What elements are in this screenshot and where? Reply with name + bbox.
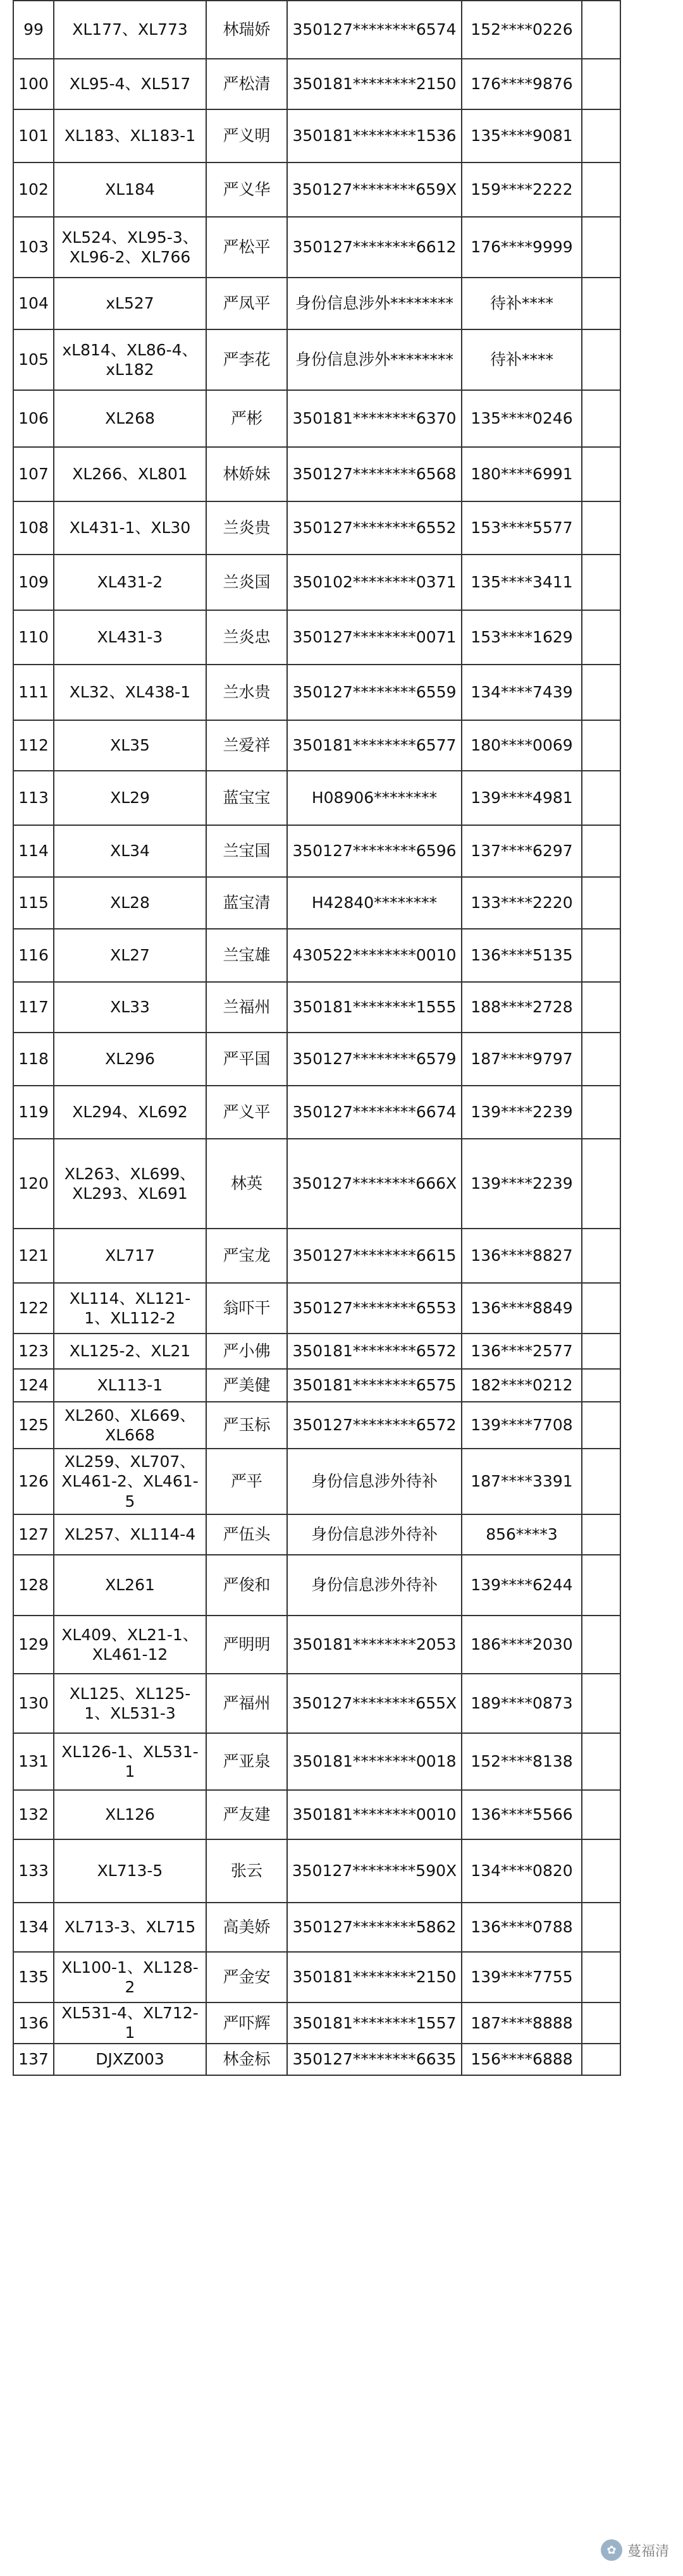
empty-cell [582,1733,620,1790]
plot-number-cell: XL431-1、XL30 [54,501,206,555]
plot-number-cell: XL113-1 [54,1369,206,1402]
plot-number-cell: XL27 [54,929,206,982]
table-row [13,109,620,163]
empty-cell [582,2003,620,2044]
table-row [13,1449,620,1514]
phone-cell: 153****5577 [462,501,582,555]
empty-cell [582,1790,620,1839]
table-row [13,1514,620,1555]
plot-number-cell: XL257、XL114-4 [54,1514,206,1555]
empty-cell [582,1229,620,1283]
table-row [13,1369,620,1402]
empty-cell [582,501,620,555]
empty-cell [582,1033,620,1086]
owner-name-cell: 兰福州 [206,982,287,1033]
plot-number-cell: XL409、XL21-1、XL461-12 [54,1616,206,1674]
owner-name-cell: 兰炎国 [206,555,287,610]
id-number-cell: 350181********1555 [287,982,462,1033]
owner-name-cell: 兰炎贵 [206,501,287,555]
empty-cell [582,1283,620,1334]
table-row [13,447,620,501]
id-number-cell: 350181********0018 [287,1733,462,1790]
owner-name-cell: 严福州 [206,1674,287,1733]
row-number-cell: 125 [13,1402,54,1449]
id-number-cell: H42840******** [287,877,462,929]
row-number-cell: 121 [13,1229,54,1283]
id-number-cell: 350127********6574 [287,1,462,59]
owner-name-cell: 翁吓干 [206,1283,287,1334]
id-number-cell: 350127********0071 [287,610,462,665]
row-number-cell: 108 [13,501,54,555]
id-number-cell: 350181********6572 [287,1334,462,1369]
empty-cell [582,877,620,929]
owner-name-cell: 严彬 [206,390,287,447]
phone-cell: 187****8888 [462,2003,582,2044]
id-number-cell: 350127********6674 [287,1086,462,1139]
owner-name-cell: 严美健 [206,1369,287,1402]
owner-name-cell: 林英 [206,1139,287,1229]
row-number-cell: 122 [13,1283,54,1334]
row-number-cell: 123 [13,1334,54,1369]
phone-cell: 180****6991 [462,447,582,501]
table-row [13,1283,620,1334]
empty-cell [582,771,620,825]
table-row [13,1033,620,1086]
table-row [13,1229,620,1283]
empty-cell [582,390,620,447]
row-number-cell: 106 [13,390,54,447]
row-number-cell: 112 [13,720,54,771]
id-number-cell: 350181********2150 [287,1952,462,2003]
id-number-cell: 350181********6370 [287,390,462,447]
phone-cell: 136****8827 [462,1229,582,1283]
row-number-cell: 113 [13,771,54,825]
owner-name-cell: 严李花 [206,329,287,390]
id-number-cell: 350127********5862 [287,1903,462,1952]
owner-name-cell: 严亚泉 [206,1733,287,1790]
id-number-cell: 350127********6552 [287,501,462,555]
empty-cell [582,982,620,1033]
owner-name-cell: 严金安 [206,1952,287,2003]
plot-number-cell: XL431-2 [54,555,206,610]
owner-name-cell: 严俊和 [206,1555,287,1616]
empty-cell [582,1903,620,1952]
table-row [13,825,620,877]
plot-number-cell: XL126-1、XL531-1 [54,1733,206,1790]
empty-cell [582,109,620,163]
wechat-account-icon: ✿ [601,2539,622,2561]
table-row [13,1334,620,1369]
phone-cell: 139****2239 [462,1086,582,1139]
phone-cell: 186****2030 [462,1616,582,1674]
table-row [13,1402,620,1449]
row-number-cell: 120 [13,1139,54,1229]
owner-name-cell: 严明明 [206,1616,287,1674]
empty-cell [582,1839,620,1903]
phone-cell: 156****6888 [462,2044,582,2075]
row-number-cell: 100 [13,59,54,109]
row-number-cell: 116 [13,929,54,982]
table-row [13,59,620,109]
phone-cell: 152****8138 [462,1733,582,1790]
table-row [13,278,620,329]
empty-cell [582,1616,620,1674]
row-number-cell: 129 [13,1616,54,1674]
owner-name-cell: 严义平 [206,1086,287,1139]
phone-cell: 139****4981 [462,771,582,825]
table-row [13,555,620,610]
owner-name-cell: 严平国 [206,1033,287,1086]
id-number-cell: 身份信息涉外待补 [287,1555,462,1616]
id-number-cell: 身份信息涉外待补 [287,1449,462,1514]
plot-number-cell: XL260、XL669、XL668 [54,1402,206,1449]
table-row [13,163,620,217]
phone-cell: 139****2239 [462,1139,582,1229]
empty-cell [582,1,620,59]
id-number-cell: 350127********6579 [287,1033,462,1086]
table-row [13,877,620,929]
id-number-cell: H08906******** [287,771,462,825]
id-number-cell: 350181********2150 [287,59,462,109]
plot-number-cell: XL126 [54,1790,206,1839]
table-row [13,217,620,278]
row-number-cell: 131 [13,1733,54,1790]
table-row [13,1555,620,1616]
empty-cell [582,1139,620,1229]
row-number-cell: 103 [13,217,54,278]
owner-name-cell: 高美娇 [206,1903,287,1952]
id-number-cell: 350181********1557 [287,2003,462,2044]
owner-name-cell: 林金标 [206,2044,287,2075]
empty-cell [582,665,620,720]
phone-cell: 134****0820 [462,1839,582,1903]
empty-cell [582,555,620,610]
row-number-cell: 109 [13,555,54,610]
id-number-cell: 350127********6559 [287,665,462,720]
table-row [13,1,620,59]
row-number-cell: 134 [13,1903,54,1952]
owner-name-cell: 兰爱祥 [206,720,287,771]
owner-name-cell: 严友建 [206,1790,287,1839]
row-number-cell: 128 [13,1555,54,1616]
empty-cell [582,1555,620,1616]
plot-number-cell: XL531-4、XL712-1 [54,2003,206,2044]
phone-cell: 136****5566 [462,1790,582,1839]
phone-cell: 135****9081 [462,109,582,163]
table-row [13,982,620,1033]
owner-name-cell: 严平 [206,1449,287,1514]
row-number-cell: 118 [13,1033,54,1086]
owner-name-cell: 严伍头 [206,1514,287,1555]
empty-cell [582,447,620,501]
phone-cell: 133****2220 [462,877,582,929]
table-row [13,1139,620,1229]
table-row [13,610,620,665]
owner-name-cell: 严宝龙 [206,1229,287,1283]
owner-name-cell: 严吓辉 [206,2003,287,2044]
plot-number-cell: XL294、XL692 [54,1086,206,1139]
phone-cell: 187****9797 [462,1033,582,1086]
plot-number-cell: XL100-1、XL128-2 [54,1952,206,2003]
plot-number-cell: XL717 [54,1229,206,1283]
plot-number-cell: XL261 [54,1555,206,1616]
plot-number-cell: XL177、XL773 [54,1,206,59]
row-number-cell: 132 [13,1790,54,1839]
plot-number-cell: XL268 [54,390,206,447]
plot-number-cell: XL184 [54,163,206,217]
table-row [13,929,620,982]
row-number-cell: 102 [13,163,54,217]
empty-cell [582,163,620,217]
phone-cell: 153****1629 [462,610,582,665]
owner-name-cell: 严义华 [206,163,287,217]
id-number-cell: 350127********666X [287,1139,462,1229]
row-number-cell: 124 [13,1369,54,1402]
owner-name-cell: 严松平 [206,217,287,278]
plot-number-cell: XL713-3、XL715 [54,1903,206,1952]
empty-cell [582,59,620,109]
table-row [13,2003,620,2044]
phone-cell: 152****0226 [462,1,582,59]
id-number-cell: 350127********6596 [287,825,462,877]
row-number-cell: 115 [13,877,54,929]
empty-cell [582,1402,620,1449]
empty-cell [582,1952,620,2003]
owner-name-cell: 林娇妹 [206,447,287,501]
id-number-cell: 身份信息涉外******** [287,278,462,329]
row-number-cell: 110 [13,610,54,665]
row-number-cell: 114 [13,825,54,877]
table-row [13,1733,620,1790]
empty-cell [582,1369,620,1402]
phone-cell: 136****8849 [462,1283,582,1334]
phone-cell: 188****2728 [462,982,582,1033]
table-row [13,1903,620,1952]
phone-cell: 136****5135 [462,929,582,982]
phone-cell: 189****0873 [462,1674,582,1733]
owner-name-cell: 严凤平 [206,278,287,329]
row-number-cell: 127 [13,1514,54,1555]
owner-name-cell: 严松清 [206,59,287,109]
owner-name-cell: 严义明 [206,109,287,163]
empty-cell [582,278,620,329]
id-number-cell: 350181********6575 [287,1369,462,1402]
plot-number-cell: XL266、XL801 [54,447,206,501]
plot-number-cell: XL28 [54,877,206,929]
row-number-cell: 119 [13,1086,54,1139]
empty-cell [582,610,620,665]
plot-number-cell: DJXZ003 [54,2044,206,2075]
id-number-cell: 350181********2053 [287,1616,462,1674]
row-number-cell: 107 [13,447,54,501]
table-row [13,329,620,390]
empty-cell [582,825,620,877]
owner-name-cell: 兰宝国 [206,825,287,877]
table-row [13,1790,620,1839]
empty-cell [582,1449,620,1514]
row-number-cell: 99 [13,1,54,59]
table-row [13,2044,620,2075]
plot-number-cell: XL296 [54,1033,206,1086]
phone-cell: 135****0246 [462,390,582,447]
plot-number-cell: XL29 [54,771,206,825]
id-number-cell: 350181********6577 [287,720,462,771]
id-number-cell: 430522********0010 [287,929,462,982]
phone-cell: 856****3 [462,1514,582,1555]
owner-name-cell: 兰炎忠 [206,610,287,665]
empty-cell [582,1334,620,1369]
phone-cell: 139****7755 [462,1952,582,2003]
plot-number-cell: XL95-4、XL517 [54,59,206,109]
phone-cell: 159****2222 [462,163,582,217]
plot-number-cell: XL524、XL95-3、XL96-2、XL766 [54,217,206,278]
plot-number-cell: XL183、XL183-1 [54,109,206,163]
phone-cell: 135****3411 [462,555,582,610]
table-row [13,665,620,720]
owner-name-cell: 兰宝雄 [206,929,287,982]
table-row [13,1086,620,1139]
phone-cell: 待补**** [462,278,582,329]
empty-cell [582,329,620,390]
id-number-cell: 身份信息涉外******** [287,329,462,390]
owner-name-cell: 严小佛 [206,1334,287,1369]
owner-name-cell: 严玉标 [206,1402,287,1449]
phone-cell: 180****0069 [462,720,582,771]
id-number-cell: 350127********6635 [287,2044,462,2075]
plot-number-cell: XL34 [54,825,206,877]
plot-number-cell: XL125、XL125-1、XL531-3 [54,1674,206,1733]
table-row [13,1839,620,1903]
row-number-cell: 133 [13,1839,54,1903]
row-number-cell: 101 [13,109,54,163]
plot-number-cell: XL431-3 [54,610,206,665]
id-number-cell: 身份信息涉外待补 [287,1514,462,1555]
plot-number-cell: XL713-5 [54,1839,206,1903]
plot-number-cell: XL114、XL121-1、XL112-2 [54,1283,206,1334]
plot-number-cell: XL259、XL707、XL461-2、XL461-5 [54,1449,206,1514]
owner-name-cell: 林瑞娇 [206,1,287,59]
owner-name-cell: 蓝宝清 [206,877,287,929]
table-row [13,1616,620,1674]
empty-cell [582,1086,620,1139]
watermark [601,2539,669,2561]
phone-cell: 待补**** [462,329,582,390]
phone-cell: 134****7439 [462,665,582,720]
id-number-cell: 350127********6568 [287,447,462,501]
owner-name-cell: 张云 [206,1839,287,1903]
plot-number-cell: XL125-2、XL21 [54,1334,206,1369]
empty-cell [582,2044,620,2075]
table-row [13,390,620,447]
empty-cell [582,217,620,278]
row-number-cell: 130 [13,1674,54,1733]
id-number-cell: 350181********0010 [287,1790,462,1839]
id-number-cell: 350127********590X [287,1839,462,1903]
table-row [13,771,620,825]
phone-cell: 136****0788 [462,1903,582,1952]
empty-cell [582,929,620,982]
plot-number-cell: xL527 [54,278,206,329]
row-number-cell: 104 [13,278,54,329]
empty-cell [582,1674,620,1733]
plot-number-cell: xL814、XL86-4、xL182 [54,329,206,390]
row-number-cell: 136 [13,2003,54,2044]
id-number-cell: 350127********6553 [287,1283,462,1334]
phone-cell: 176****9876 [462,59,582,109]
id-number-cell: 350127********6612 [287,217,462,278]
table-row [13,1674,620,1733]
id-number-cell: 350127********655X [287,1674,462,1733]
phone-cell: 139****7708 [462,1402,582,1449]
row-number-cell: 117 [13,982,54,1033]
id-number-cell: 350127********6615 [287,1229,462,1283]
id-number-cell: 350102********0371 [287,555,462,610]
plot-number-cell: XL33 [54,982,206,1033]
row-number-cell: 126 [13,1449,54,1514]
phone-cell: 187****3391 [462,1449,582,1514]
empty-cell [582,1514,620,1555]
phone-cell: 136****2577 [462,1334,582,1369]
owner-name-cell: 兰水贵 [206,665,287,720]
id-number-cell: 350181********1536 [287,109,462,163]
table-row [13,1952,620,2003]
empty-cell [582,720,620,771]
row-number-cell: 137 [13,2044,54,2075]
plot-number-cell: XL35 [54,720,206,771]
table-row [13,501,620,555]
phone-cell: 176****9999 [462,217,582,278]
row-number-cell: 135 [13,1952,54,2003]
row-number-cell: 111 [13,665,54,720]
row-number-cell: 105 [13,329,54,390]
owner-name-cell: 蓝宝宝 [206,771,287,825]
watermark-text: 蔓福清 [627,2543,669,2560]
phone-cell: 182****0212 [462,1369,582,1402]
id-number-cell: 350127********6572 [287,1402,462,1449]
phone-cell: 137****6297 [462,825,582,877]
land-contract-table [13,0,621,2076]
phone-cell: 139****6244 [462,1555,582,1616]
id-number-cell: 350127********659X [287,163,462,217]
table-row [13,720,620,771]
plot-number-cell: XL32、XL438-1 [54,665,206,720]
plot-number-cell: XL263、XL699、XL293、XL691 [54,1139,206,1229]
